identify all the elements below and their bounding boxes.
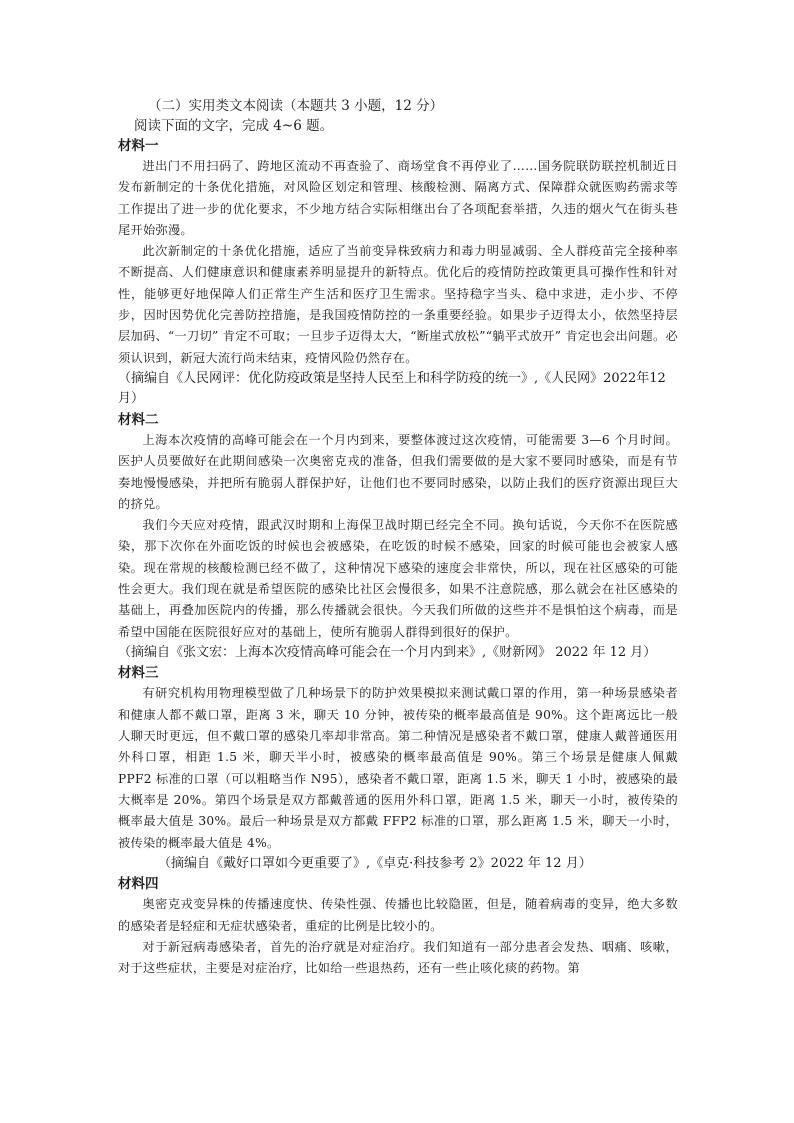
material-paragraph: 上海本次疫情的高峰可能会在一个月内到来，要整体渡过这次疫情，可能需要 3—6 个月时间。医护人员要做好在此期间感染一次奥密克戎的准备，但我们需要做的是大家不要同时感染，而是有节奏地慢慢感染，并把所有脆弱人群保护好，让他们也不要同时感染，以防止我们的医疗资源出现巨大的挤兑。 — [118, 432, 678, 511]
material-paragraph: 有研究机构用物理模型做了几种场景下的防护效果模拟来测试戴口罩的作用，第一种场景感染者和健康人都不戴口罩，距离 3 米，聊天 10 分钟，被传染的概率最高值是 90%。这个距离远比一般人聊天时更远，但不戴口罩的感染几率却非常高。第二种情况是感染者不戴口罩，健康人戴普通医用外科口罩，相距 1.5 米，聊天半小时，被感染的概率最高值是 90%。第三个场景是健康人佩戴 PPF2 标准的口罩（可以粗略当作 N95），感染者不戴口罩，距离 1.5 米，聊天 1 小时，被感染的最大概率是 20%。第四个场景是双方都戴普通的医用外科口罩，距离 1.5 米，聊天一小时，被传染的概率最大值是 30%。最后一种场景是双方都戴 FFP2 标准的口罩，那么距离 1.5 米，聊天一小时，被传染的概率最大值是 4%。 — [118, 686, 678, 850]
material-three — [118, 663, 678, 874]
section-title: （二）实用类文本阅读（本题共 3 小题，12 分） — [148, 98, 444, 114]
material-four — [118, 874, 678, 979]
material-paragraph: 奥密克戎变异株的传播速度快、传染性强、传播也比较隐匿，但是，随着病毒的变异，绝大多数的感染者是轻症和无症状感染者，重症的比例是比较小的。 — [118, 897, 678, 933]
material-source: （摘编自《戴好口罩如今更重要了》,《卓克·科技参考 2》2022 年 12 月） — [158, 855, 592, 871]
material-one — [118, 136, 678, 410]
material-two — [118, 410, 678, 663]
material-paragraph: 对于新冠病毒感染者，首先的治疗就是对症治疗。我们知道有一部分患者会发热、咽痛、咳嗽，对于这些症状，主要是对症治疗，比如给一些退热药，还有一些止咳化痰的药物。第 — [118, 939, 678, 976]
material-heading: 材料四 — [118, 876, 159, 893]
material-paragraph: 此次新制定的十条优化措施，适应了当前变异株致病力和毒力明显减弱、全人群疫苗完全接种率不断提高、人们健康意识和健康素养明显提升的新特点。优化后的疫情防控政策更具可操作性和针对性，能够更好地保障人们正常生产生活和医疗卫生需求。坚持稳字当头、稳中求进，走小步、不停步，因时因势优化完善防控措施，是我国疫情防控的一条重要经验。如果步子迈得太小，依然坚持层层加码、“一刀切” 肯定不可取；一旦步子迈得太大，“断崖式放松”“躺平式放开” 肯定也会出问题。必须认识到，新冠大流行尚未结束，疫情风险仍然存在。 — [118, 244, 678, 365]
material-heading: 材料二 — [118, 411, 159, 428]
material-paragraph: 进出门不用扫码了、跨地区流动不再查验了、商场堂食不再停业了……国务院联防联控机制近日发布新制定的十条优化措施，对风险区划定和管理、核酸检测、隔离方式、保障群众就医购药需求等工作提出了进一步的优化要求，不少地方结合实际相继出台了各项配套举措，久违的烟火气在街头巷尾开始弥漫。 — [118, 159, 678, 237]
reading-section — [118, 96, 678, 980]
material-source: （摘编自《人民网评：优化防疫政策是坚持人民至上和科学防疫的统一》,《人民网》2022年12月） — [118, 370, 666, 407]
section-instruction: 阅读下面的文字，完成 4~6 题。 — [134, 118, 334, 134]
material-heading: 材料三 — [118, 665, 159, 682]
material-heading: 材料一 — [118, 138, 159, 154]
material-paragraph: 我们今天应对疫情，跟武汉时期和上海保卫战时期已经完全不同。换句话说，今天你不在医院感染，那下次你在外面吃饭的时候也会被感染，在吃饭的时候不感染，回家的时候可能也会被家人感染。现在常规的核酸检测已经不做了，这种情况下感染的速度会非常快，所以，现在社区感染的可能性会更大。我们现在就是希望医院的感染比社区会慢很多，如果不注意院感，那么就会在社区感染的基础上，再叠加医院内的传播，那么传播就会很快。今天我们所做的这些并不是惧怕这个病毒，而是希望中国能在医院很好应对的基础上，使所有脆弱人群得到很好的保护。 — [118, 518, 678, 639]
material-source: （摘编自《张文宏：上海本次疫情高峰可能会在一个月内到来》,《财新网》 2022 年 12 月） — [118, 644, 657, 660]
